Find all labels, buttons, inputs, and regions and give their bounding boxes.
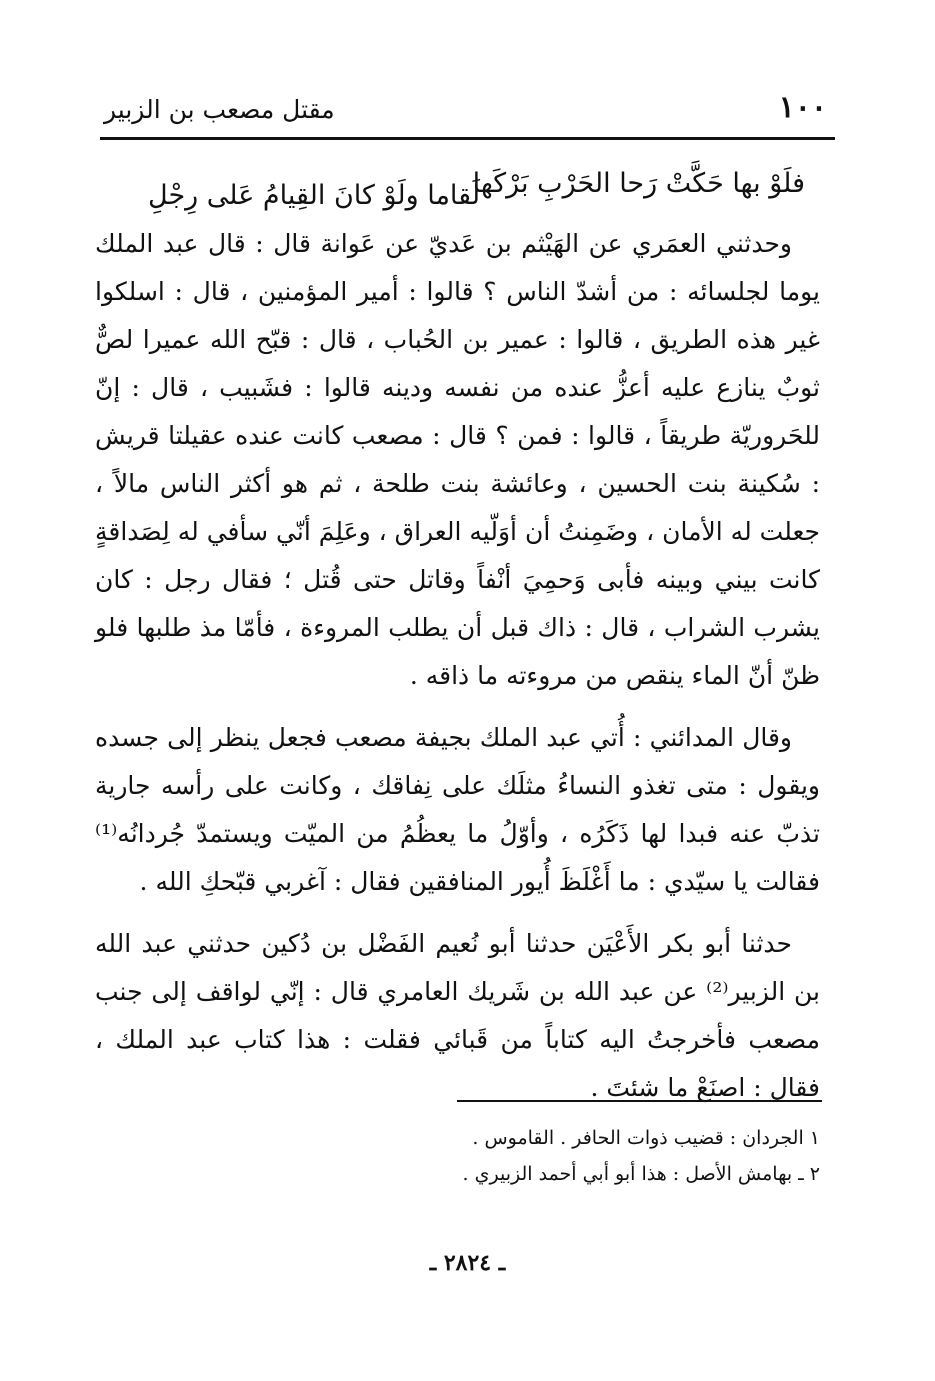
header-rule — [100, 137, 835, 140]
page-number: ١٠٠ — [778, 90, 827, 125]
main-text — [95, 220, 820, 1126]
verse-second-hemistich: لَقاما ولَوْ كانَ القِيامُ عَلى رِجْلِ — [148, 180, 481, 211]
footnote-rule — [457, 1100, 822, 1102]
running-title: مقتل مصعب بن الزبير — [104, 95, 335, 124]
page-header — [100, 88, 835, 132]
footnote-2: ٢ ـ بهامش الأصل : هذا أبو أبي أحمد الزبيري . — [462, 1163, 820, 1185]
serial-page-number: ـ ٢٨٢٤ ـ — [429, 1250, 506, 1276]
poetry-verse — [120, 160, 825, 220]
paragraph-madaini: وقال المدائني : أُتي عبد الملك بجيفة مصعب فجعل ينظر إلى جسده ويقول : متى تغذو النساءُ مثلَك على نِفاقك ، وكانت على رأسه جارية تذبّ عنه فبدا لها ذَكَرُه ، وأوّلُ ما يعظُمُ من الميّت ويستمدّ جُردانُه⁽¹⁾ فقالت يا سيّدي : ما أَغْلَظَ أُيور المنافقين فقال : آغربي قبّحكِ الله . — [95, 723, 820, 896]
verse-first-hemistich: فلَوْ بها حَكَّتْ رَحا الحَرْبِ بَرْكَها — [472, 168, 805, 199]
paragraph-abu-bakr: حدثنا أبو بكر الأَعْيَن حدثنا أبو نُعيم الفَضْل بن دُكين حدثني عبد الله بن الزبير⁽²⁾ عن عبد الله بن شَريك العامري قال : إنّي لواقف إلى جنب مصعب فأخرجتُ اليه كتاباً من قَبائي فقلت : هذا كتاب عبد الملك ، فقال : اصنَعْ ما شئتَ . — [95, 929, 820, 1102]
footnote-1: ١ الجردان : قضيب ذوات الحافر . القاموس . — [472, 1127, 820, 1149]
paragraph-abd-al-malik: وحدثني العمَري عن الهَيْثم بن عَديّ عن عَوانة قال : قال عبد الملك يوما لجلسائه : من أشدّ الناس ؟ قالوا : أمير المؤمنين ، قال : اسلكوا غير هذه الطريق ، قالوا : عمير بن الحُباب ، قال : قبّح الله عميرا لصٌّ ثوبٌ ينازع عليه أعزُّ عنده من نفسه ودينه قالوا : فشَبيب ، قال : إنّ للحَروريّة طريقاً ، قالوا : فمن ؟ قال : مصعب كانت عنده عقيلتا قريش : سُكينة بنت الحسين ، وعائشة بنت طلحة ، ثم هو أكثر الناس مالاً ، جعلت له الأمان ، وضَمِنتُ أن أوَلّيه العراق ، وعَلِمَ أنّي سأفي له لِصَداقةٍ كانت بيني وبينه فأبى وَحمِيَ أنْفاً وقاتل حتى قُتل ؛ فقال رجل : كان يشرب الشراب ، قال : ذاك قبل أن يطلب المروءة ، فأمّا مذ طلبها فلو ظنّ أنّ الماء ينقص من مروءته ما ذاقه . — [95, 229, 820, 690]
footnotes — [300, 1120, 820, 1192]
